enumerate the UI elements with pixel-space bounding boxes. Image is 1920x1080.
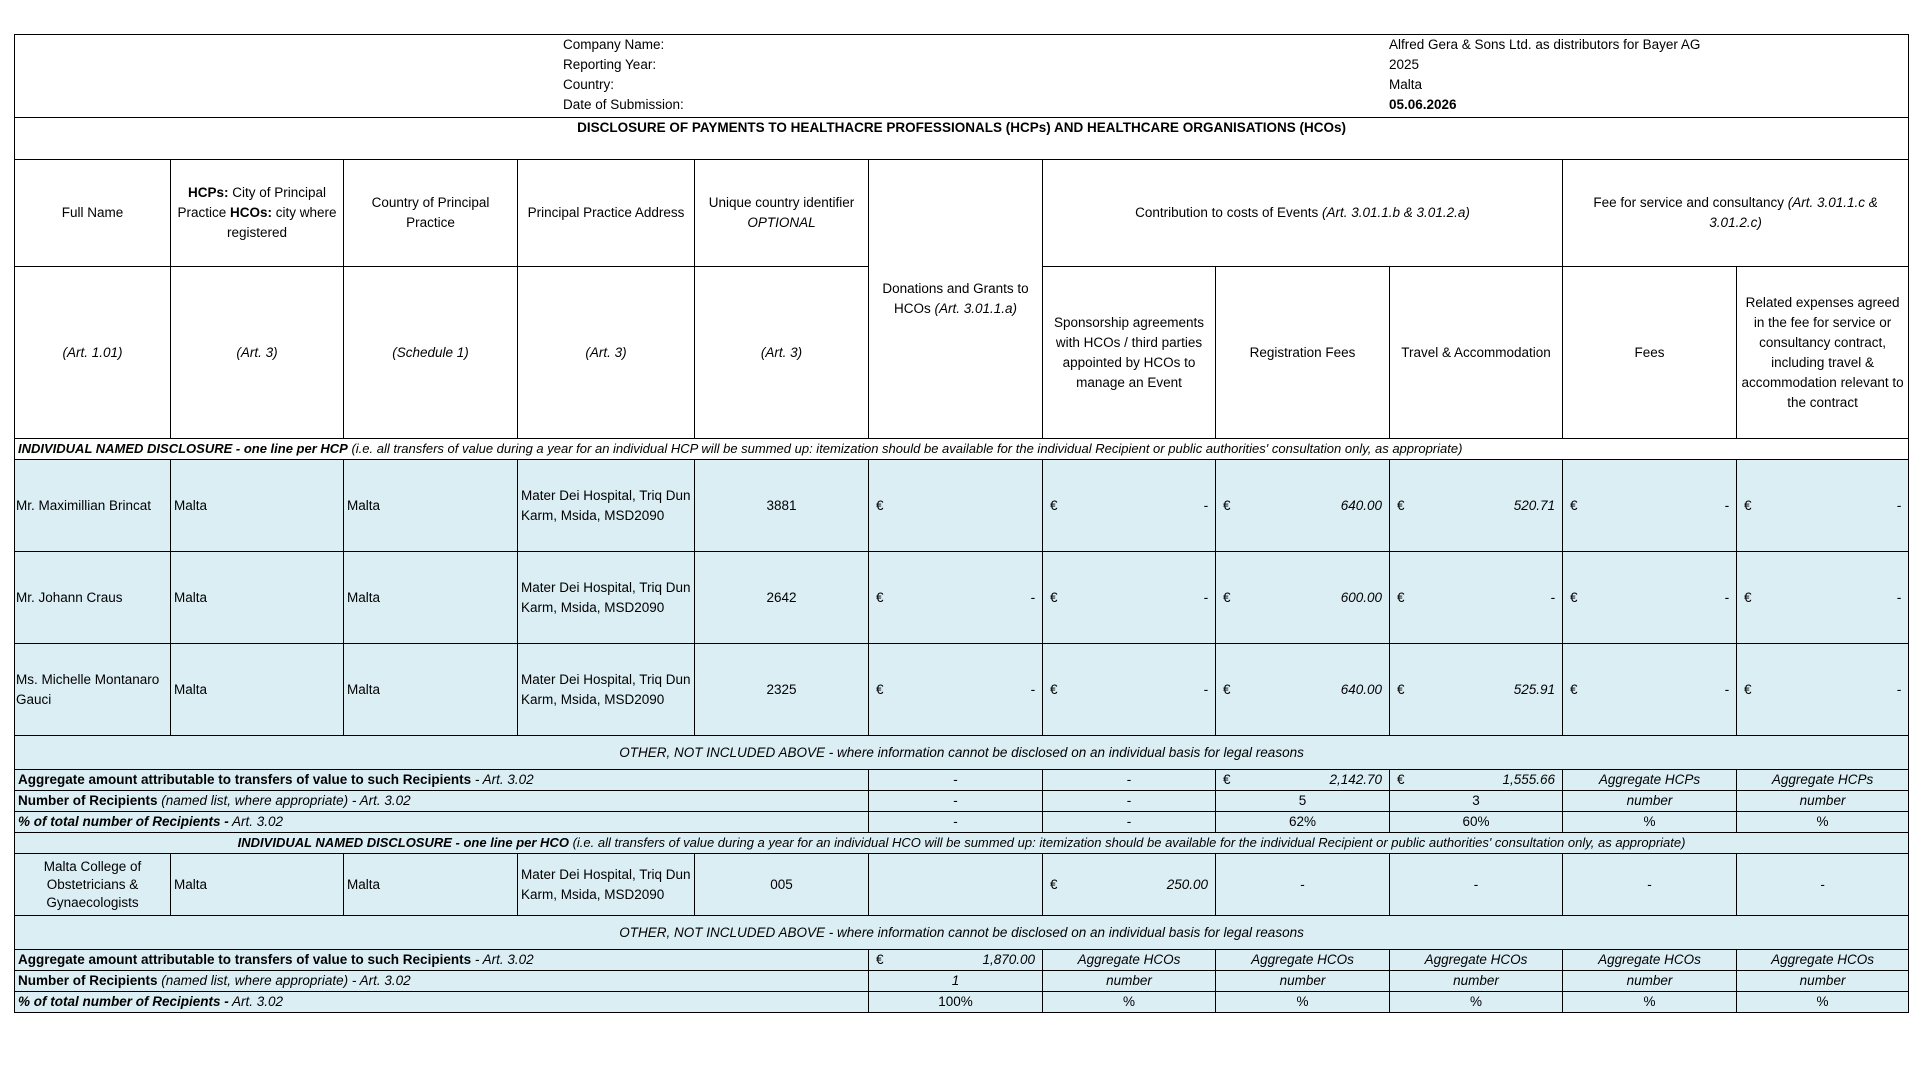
hco-pct-registration: % bbox=[1216, 992, 1390, 1013]
col-registration: Registration Fees bbox=[1216, 267, 1390, 439]
hco-num-donations: 1 bbox=[869, 971, 1043, 992]
hco-country: Malta bbox=[344, 854, 518, 916]
hcp-country: Malta bbox=[344, 644, 518, 736]
hcp-name: Ms. Michelle Montanaro Gauci bbox=[15, 644, 171, 736]
hco-aggregate-label: Aggregate amount attributable to transfers of value to such Recipients - Art. 3.02 bbox=[15, 950, 869, 971]
hco-sponsorship: € 250.00 bbox=[1043, 854, 1216, 916]
hcp-city: Malta bbox=[171, 644, 344, 736]
hcp-pct-sponsorship: - bbox=[1043, 812, 1216, 833]
hco-address: Mater Dei Hospital, Triq Dun Karm, Msida, MSD2090 bbox=[518, 854, 695, 916]
hcp-sponsorship: € - bbox=[1043, 644, 1216, 736]
hco-percent-label: % of total number of Recipients - Art. 3.02 bbox=[15, 992, 869, 1013]
hcp-related: € - bbox=[1737, 460, 1909, 552]
hcp-registration: € 600.00 bbox=[1216, 552, 1390, 644]
hco-travel: - bbox=[1390, 854, 1563, 916]
hco-other-note: OTHER, NOT INCLUDED ABOVE - where information cannot be disclosed on an individual basis for legal reasons bbox=[15, 916, 1909, 950]
hcp-travel: € 525.91 bbox=[1390, 644, 1563, 736]
hco-uid: 005 bbox=[695, 854, 869, 916]
hcp-fees: € - bbox=[1563, 460, 1737, 552]
hcp-percent-label: % of total number of Recipients - Art. 3.02 bbox=[15, 812, 869, 833]
submission-date-value: 05.06.2026 bbox=[1389, 97, 1457, 112]
hco-registration: - bbox=[1216, 854, 1390, 916]
hco-pct-fees: % bbox=[1563, 992, 1737, 1013]
art-country: (Schedule 1) bbox=[344, 267, 518, 439]
hcp-address: Mater Dei Hospital, Triq Dun Karm, Msida, MSD2090 bbox=[518, 552, 695, 644]
hco-pct-travel: % bbox=[1390, 992, 1563, 1013]
hco-num-travel: number bbox=[1390, 971, 1563, 992]
reporting-year-label: Reporting Year: bbox=[563, 57, 657, 72]
table-row bbox=[15, 644, 1909, 736]
country-label: Country: bbox=[563, 77, 615, 92]
hco-agg-travel: Aggregate HCOs bbox=[1390, 950, 1563, 971]
hco-pct-related: % bbox=[1737, 992, 1909, 1013]
col-uid: Unique country identifier OPTIONAL bbox=[695, 160, 869, 267]
hcp-aggregate-label: Aggregate amount attributable to transfers of value to such Recipients - Art. 3.02 bbox=[15, 770, 869, 791]
hcp-fees: € - bbox=[1563, 552, 1737, 644]
company-name-label: Company Name: bbox=[563, 37, 665, 52]
hcp-related: € - bbox=[1737, 552, 1909, 644]
col-fees: Fees bbox=[1563, 267, 1737, 439]
art-address: (Art. 3) bbox=[518, 267, 695, 439]
col-full-name: Full Name bbox=[15, 160, 171, 267]
hcp-donations: € - bbox=[869, 644, 1043, 736]
hcp-uid: 2642 bbox=[695, 552, 869, 644]
company-name-value: Alfred Gera & Sons Ltd. as distributors for Bayer AG bbox=[1389, 37, 1701, 52]
reporting-year-value: 2025 bbox=[1389, 57, 1420, 72]
art-full-name: (Art. 1.01) bbox=[15, 267, 171, 439]
hcp-registration: € 640.00 bbox=[1216, 460, 1390, 552]
disclosure-sheet bbox=[14, 34, 1908, 1013]
hcp-country: Malta bbox=[344, 460, 518, 552]
col-sponsorship: Sponsorship agreements with HCOs / third parties appointed by HCOs to manage an Event bbox=[1043, 267, 1216, 439]
hcp-agg-related: Aggregate HCPs bbox=[1737, 770, 1909, 791]
hcp-pct-related: % bbox=[1737, 812, 1909, 833]
hcp-agg-registration: € 2,142.70 bbox=[1216, 770, 1390, 791]
hcp-num-registration: 5 bbox=[1216, 791, 1390, 812]
submission-date-label: Date of Submission: bbox=[563, 97, 684, 112]
col-travel: Travel & Accommodation bbox=[1390, 267, 1563, 439]
hco-num-registration: number bbox=[1216, 971, 1390, 992]
hcp-agg-donations: - bbox=[869, 770, 1043, 791]
hco-agg-sponsorship: Aggregate HCOs bbox=[1043, 950, 1216, 971]
hco-agg-donations: € 1,870.00 bbox=[869, 950, 1043, 971]
hco-related: - bbox=[1737, 854, 1909, 916]
hcp-pct-donations: - bbox=[869, 812, 1043, 833]
hco-city: Malta bbox=[171, 854, 344, 916]
hco-num-fees: number bbox=[1563, 971, 1737, 992]
hcp-num-donations: - bbox=[869, 791, 1043, 812]
report-info bbox=[15, 35, 1909, 118]
hcp-section-title: INDIVIDUAL NAMED DISCLOSURE - one line per HCP (i.e. all transfers of value during a year for an individual HCP will be summed up: itemization should be available for the individual Recipient or public authorities' consultation only, as appropriate) bbox=[15, 439, 1909, 460]
hcp-uid: 3881 bbox=[695, 460, 869, 552]
hcp-name: Mr. Johann Craus bbox=[15, 552, 171, 644]
hcp-num-related: number bbox=[1737, 791, 1909, 812]
disclosure-table bbox=[14, 34, 1909, 1013]
hcp-other-note: OTHER, NOT INCLUDED ABOVE - where information cannot be disclosed on an individual basis for legal reasons bbox=[15, 736, 1909, 770]
col-donations: Donations and Grants to HCOs (Art. 3.01.1.a) bbox=[869, 160, 1043, 439]
col-fee-service: Fee for service and consultancy (Art. 3.01.1.c & 3.01.2.c) bbox=[1563, 160, 1909, 267]
hcp-related: € - bbox=[1737, 644, 1909, 736]
hco-section-title: INDIVIDUAL NAMED DISCLOSURE - one line per HCO (i.e. all transfers of value during a year for an individual HCO will be summed up: itemization should be available for the individual Recipient or public authorities' consultation only, as appropriate) bbox=[15, 833, 1909, 854]
col-events: Contribution to costs of Events (Art. 3.01.1.b & 3.01.2.a) bbox=[1043, 160, 1563, 267]
hcp-number-label: Number of Recipients (named list, where appropriate) - Art. 3.02 bbox=[15, 791, 869, 812]
hcp-num-travel: 3 bbox=[1390, 791, 1563, 812]
hco-agg-fees: Aggregate HCOs bbox=[1563, 950, 1737, 971]
hcp-pct-registration: 62% bbox=[1216, 812, 1390, 833]
hcp-name: Mr. Maximillian Brincat bbox=[15, 460, 171, 552]
hco-number-label: Number of Recipients (named list, where appropriate) - Art. 3.02 bbox=[15, 971, 869, 992]
hco-name: Malta College of Obstetricians & Gynaecologists bbox=[15, 854, 171, 916]
hcp-num-fees: number bbox=[1563, 791, 1737, 812]
hcp-travel: € - bbox=[1390, 552, 1563, 644]
hcp-fees: € - bbox=[1563, 644, 1737, 736]
col-country: Country of Principal Practice bbox=[344, 160, 518, 267]
hcp-address: Mater Dei Hospital, Triq Dun Karm, Msida, MSD2090 bbox=[518, 460, 695, 552]
hco-pct-sponsorship: % bbox=[1043, 992, 1216, 1013]
hcp-city: Malta bbox=[171, 552, 344, 644]
table-row bbox=[15, 854, 1909, 916]
hcp-donations: € bbox=[869, 460, 1043, 552]
hcp-registration: € 640.00 bbox=[1216, 644, 1390, 736]
hco-num-sponsorship: number bbox=[1043, 971, 1216, 992]
col-city: HCPs: City of Principal Practice HCOs: city where registered bbox=[171, 160, 344, 267]
hcp-agg-travel: € 1,555.66 bbox=[1390, 770, 1563, 791]
hcp-donations: € - bbox=[869, 552, 1043, 644]
hcp-sponsorship: € - bbox=[1043, 460, 1216, 552]
col-address: Principal Practice Address bbox=[518, 160, 695, 267]
hco-num-related: number bbox=[1737, 971, 1909, 992]
country-value: Malta bbox=[1389, 77, 1423, 92]
table-row bbox=[15, 460, 1909, 552]
table-row bbox=[15, 552, 1909, 644]
hco-agg-related: Aggregate HCOs bbox=[1737, 950, 1909, 971]
hcp-pct-fees: % bbox=[1563, 812, 1737, 833]
hco-donations bbox=[869, 854, 1043, 916]
hcp-agg-sponsorship: - bbox=[1043, 770, 1216, 791]
hcp-agg-fees: Aggregate HCPs bbox=[1563, 770, 1737, 791]
hcp-city: Malta bbox=[171, 460, 344, 552]
hcp-pct-travel: 60% bbox=[1390, 812, 1563, 833]
page-title: DISCLOSURE OF PAYMENTS TO HEALTHACRE PROFESSIONALS (HCPs) AND HEALTHCARE ORGANISATIONS (HCOs) bbox=[15, 118, 1909, 160]
hcp-uid: 2325 bbox=[695, 644, 869, 736]
hcp-sponsorship: € - bbox=[1043, 552, 1216, 644]
hcp-num-sponsorship: - bbox=[1043, 791, 1216, 812]
art-city: (Art. 3) bbox=[171, 267, 344, 439]
hco-fees: - bbox=[1563, 854, 1737, 916]
hcp-address: Mater Dei Hospital, Triq Dun Karm, Msida, MSD2090 bbox=[518, 644, 695, 736]
col-related: Related expenses agreed in the fee for service or consultancy contract, including travel & accommodation relevant to the contract bbox=[1737, 267, 1909, 439]
art-uid: (Art. 3) bbox=[695, 267, 869, 439]
hcp-country: Malta bbox=[344, 552, 518, 644]
hco-agg-registration: Aggregate HCOs bbox=[1216, 950, 1390, 971]
hcp-travel: € 520.71 bbox=[1390, 460, 1563, 552]
hco-pct-donations: 100% bbox=[869, 992, 1043, 1013]
